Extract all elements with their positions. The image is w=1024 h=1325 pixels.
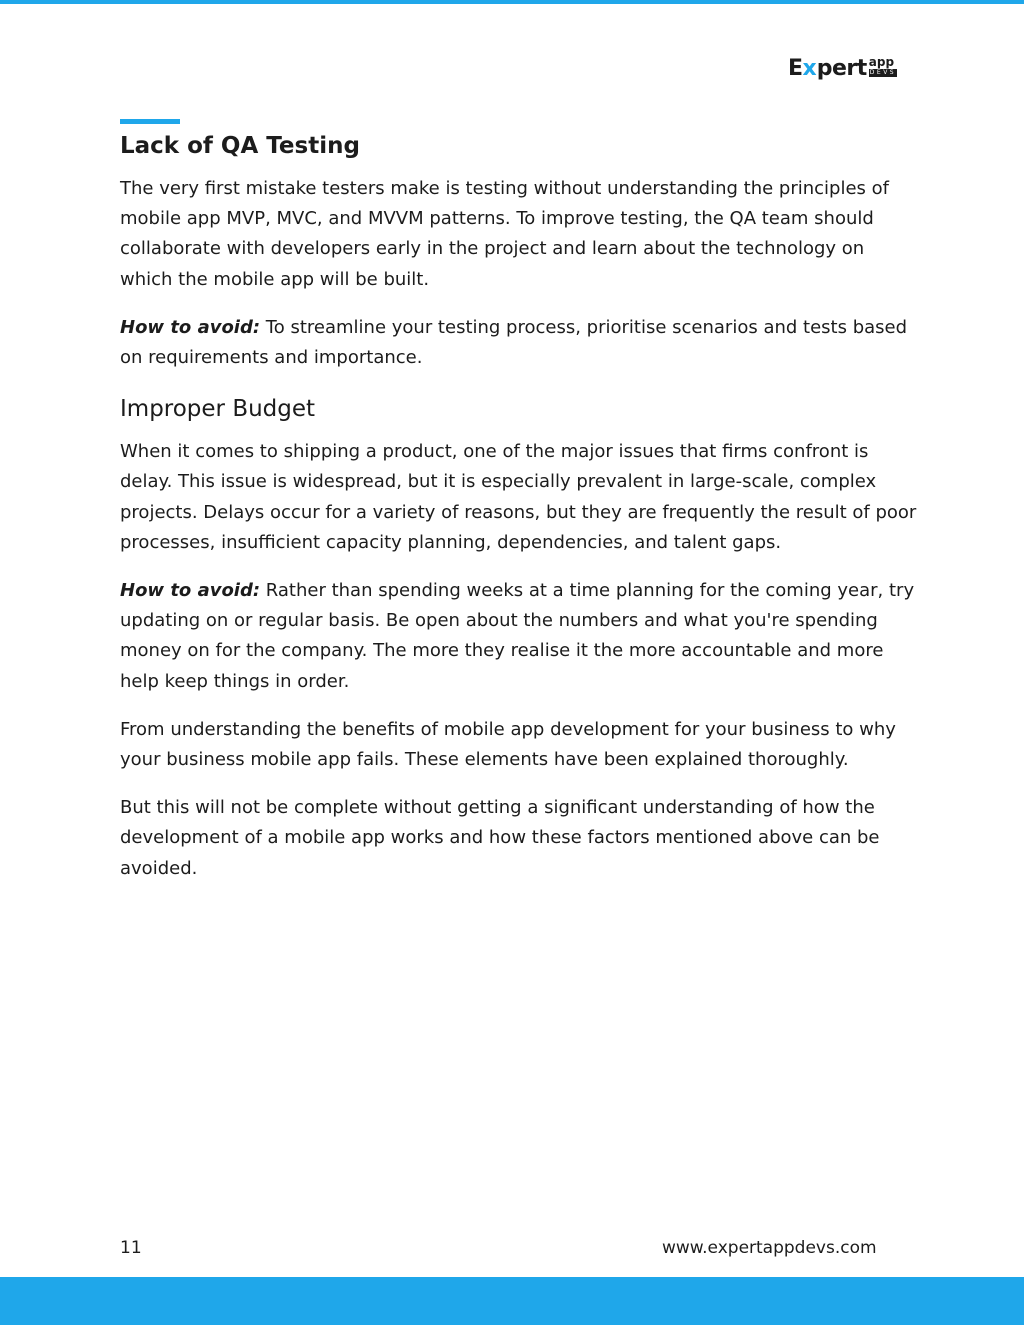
top-accent-rule [0,0,1024,4]
how-to-avoid-label: How to avoid: [120,316,261,338]
page-content [120,128,920,884]
footer-website-link[interactable]: www.expertappdevs.com [662,1238,877,1258]
heading-accent-bar [120,119,180,124]
paragraph-closing-1: From understanding the benefits of mobile app development for your business to why your business mobile app fails. These elements have been explained thoroughly. [120,718,896,771]
logo-devs-word: DEVS [869,69,897,76]
logo-app-devs [869,57,897,77]
paragraph-qa-avoid [120,313,920,373]
logo-letters-pert: pert [816,56,867,81]
logo-app-word: app [868,55,895,69]
how-to-avoid-text: To streamline your testing process, prioritise scenarios and tests based on requirements and importance. [120,316,908,369]
paragraph-closing-2: But this will not be complete without getting a significant understanding of how the development of a mobile app works and how these factors mentioned above can be avoided. [120,797,880,879]
section-heading-improper-budget: Improper Budget [120,396,316,423]
logo-letter-x: x [802,56,817,81]
page-number: 11 [120,1238,142,1258]
paragraph-improper-budget: When it comes to shipping a product, one of the major issues that firms confront is delay. This issue is widespread, but it is especially prevalent in large-scale, complex projects. Delays occur for a variety of reasons, but they are frequently the result of poor processes, insufficient capacity planning, dependencies, and talent gaps. [120,441,917,553]
expertappdevs-logo [788,54,897,84]
paragraph-budget-avoid [120,576,920,697]
how-to-avoid-text: Rather than spending weeks at a time planning for the coming year, try updating on or regular basis. Be open about the numbers and what you're spending money on for the company. The more they realise it the more accountable and more help keep things in order. [120,580,915,692]
logo-letter-e: E [788,56,803,81]
paragraph-qa-testing: The very first mistake testers make is testing without understanding the principles of mobile app MVP, MVC, and MVVM patterns. To improve testing, the QA team should collaborate with developers early in the project and learn about the technology on which the mobile app will be built. [120,178,889,290]
bottom-accent-band [0,1277,1024,1325]
how-to-avoid-label: How to avoid: [120,580,261,602]
section-heading-qa-testing: Lack of QA Testing [120,133,360,159]
